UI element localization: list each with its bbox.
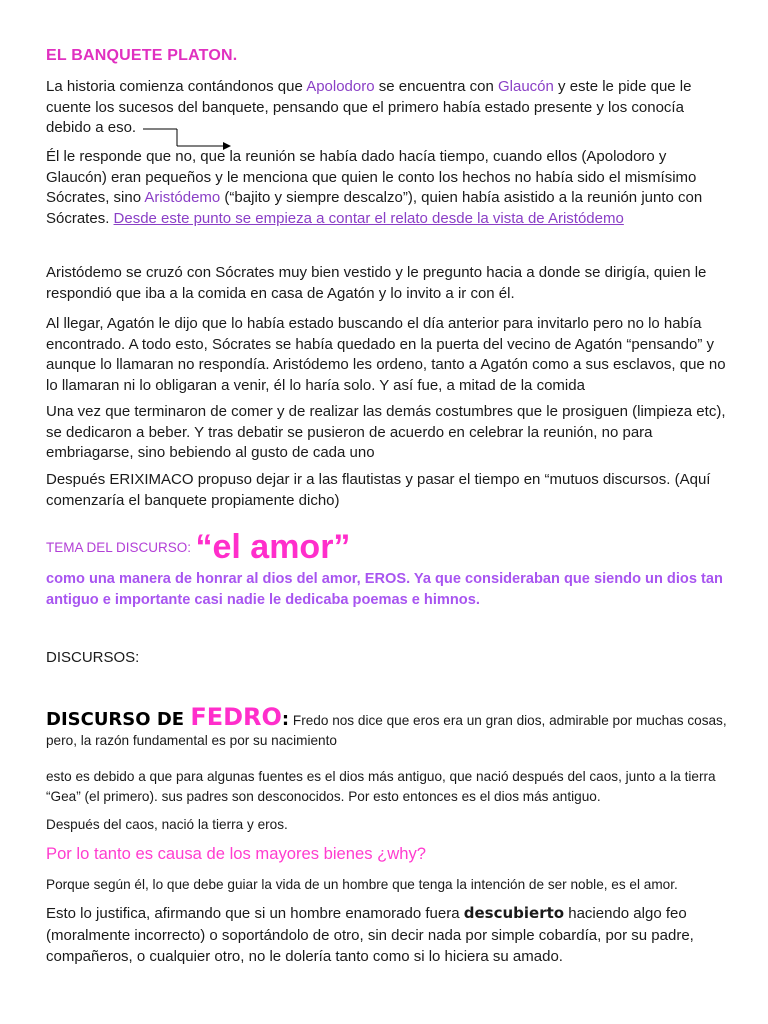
- paragraph-respuesta: [46, 147, 726, 229]
- tema-label: TEMA DEL DISCURSO:: [46, 540, 192, 555]
- why-heading: Por lo tanto es causa de los mayores bienes ¿why?: [46, 844, 427, 863]
- fedro-colon: :: [281, 709, 290, 730]
- text: Esto lo justifica, afirmando que si un hombre enamorado fuera: [46, 905, 464, 922]
- text: La historia comienza contándonos que: [46, 78, 307, 95]
- document-title: EL BANQUETE PLATON.: [46, 47, 238, 64]
- paragraph-aristodemo: Aristódemo se cruzó con Sócrates muy bien vestido y le pregunto hacia a donde se dirigía, quien le respondió que iba a la comida en casa de Agatón y lo invito a ir con él.: [46, 264, 707, 302]
- fedro-section: [46, 703, 736, 751]
- name-apolodoro: Apolodoro: [306, 78, 375, 95]
- fedro-text: Fredo nos dice que eros era un gran dios, admirable por muchas cosas, pero, la razón fundamental es por su nacimiento: [46, 713, 727, 748]
- text: y este le pide que le cuente los sucesos del banquete, pensando que el primero había estado presente y los conocía debido a eso.: [46, 78, 692, 136]
- text: se encuentra con: [374, 78, 498, 95]
- text: (“bajito y siempre descalzo”), quien había asistido a la reunión junto con Sócrates.: [46, 189, 703, 227]
- paragraph-beber: Una vez que terminaron de comer y de realizar las demás costumbres que le prosiguen (limpieza etc), se dedicaron a beber. Y tras debatir se pusieron de acuerdo en celebrar la reunión, no para embriagarse, sino bebiendo al gusto de cada uno: [46, 403, 726, 461]
- text: haciendo algo feo (moralmente incorrecto) o soportándolo de otro, sin decir nada por simple cobardía, por su padre, compañeros, o cualquier otro, no le dolería tanto como si lo hiciera su amado.: [46, 905, 694, 965]
- text: Él le responde que no, que la reunión se había dado hacía tiempo, cuando ellos (Apolodoro y Glaucón) eran pequeños y le menciona que quien le conto los hechos no había sido el mismísimo Sócrates, sino: [46, 148, 697, 206]
- tema-description: como una manera de honrar al dios del amor, EROS. Ya que consideraban que siendo un dios tan antiguo e importante casi nadie le dedicaba poemas e himnos.: [46, 571, 723, 608]
- tema-value: “el amor”: [195, 528, 351, 566]
- paragraph-caos: Después del caos, nació la tierra y eros.: [46, 817, 288, 832]
- paragraph-llegada: Al llegar, Agatón le dijo que lo había estado buscando el día anterior para invitarlo pero no lo había encontrado. A todo esto, Sócrates se había quedado en la puerta del vecino de Agatón “pensando” y aunque lo llamaran no respondía. Aristódemo les ordeno, tanto a Agatón como a sus esclavos, que no lo llamaran ni lo obligaran a venir, él lo haría solo. Y así fue, a mitad de la comida: [46, 315, 726, 394]
- name-aristodemo: Aristódemo: [144, 189, 221, 206]
- name-glaucon: Glaucón: [498, 78, 554, 95]
- paragraph-eriximaco: Después ERIXIMACO propuso dejar ir a las flautistas y pasar el tiempo en “mutuos discursos. (Aquí comenzaría el banquete propiamente dicho): [46, 471, 711, 509]
- discursos-heading: DISCURSOS:: [46, 649, 140, 666]
- relato-link[interactable]: Desde este punto se empieza a contar el relato desde la vista de Aristódemo: [113, 209, 624, 227]
- paragraph-justifica: [46, 903, 726, 968]
- paragraph-noble: Porque según él, lo que debe guiar la vida de un hombre que tenga la intención de ser noble, es el amor.: [46, 877, 678, 892]
- tema-heading: [46, 528, 350, 567]
- fedro-heading: DISCURSO DE: [46, 709, 191, 730]
- bold-word: descubierto: [463, 904, 565, 922]
- fedro-name: FEDRO: [190, 703, 282, 731]
- paragraph-origen: esto es debido a que para algunas fuentes es el dios más antiguo, que nació después del caos, junto a la tierra “Gea” (el primero). sus padres son desconocidos. Por esto entonces es el dios más antiguo.: [46, 769, 716, 804]
